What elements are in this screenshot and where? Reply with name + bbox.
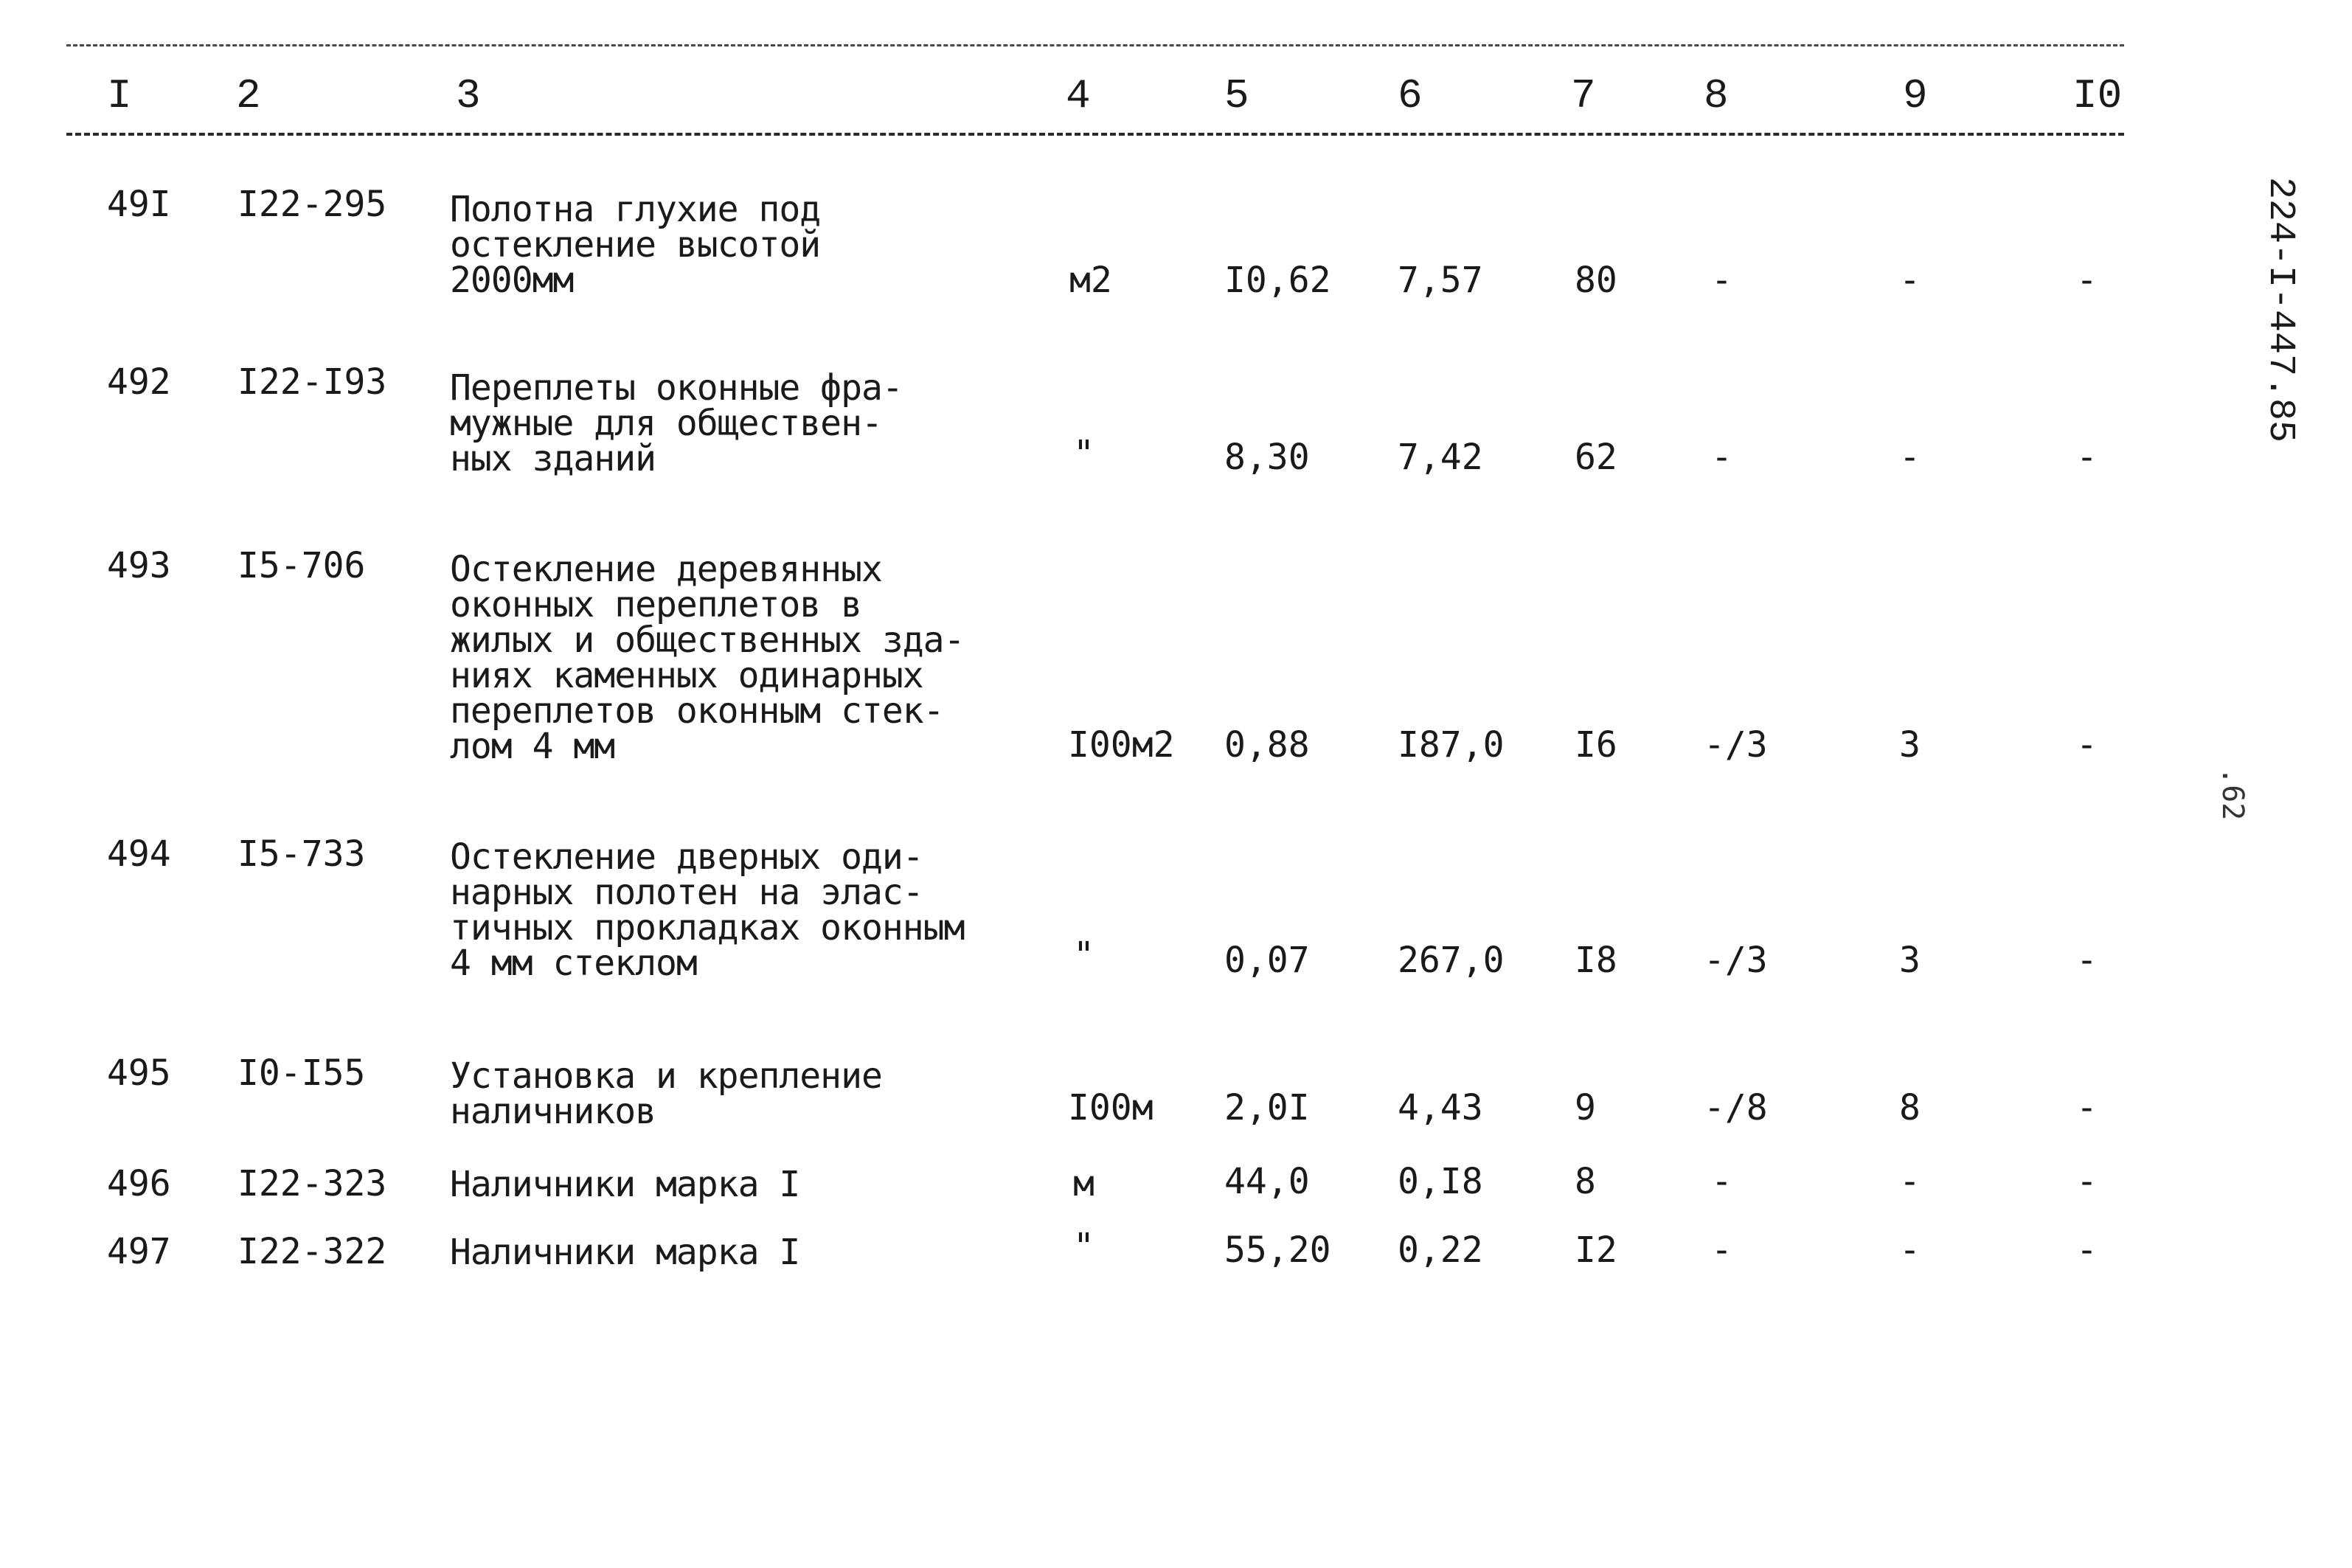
row-col-8: -/8: [1704, 1087, 1768, 1128]
row-col-10: -: [2076, 724, 2098, 766]
row-number: 493: [107, 545, 171, 586]
row-col-7: 80: [1575, 260, 1617, 301]
row-col-10: -: [2076, 1161, 2098, 1202]
row-code: I5-706: [237, 545, 366, 586]
header-col-2: 2: [236, 72, 261, 119]
row-unit: м2: [1069, 260, 1112, 301]
header-rule: [66, 133, 2124, 136]
row-number: 497: [107, 1231, 171, 1272]
row-col-5: 44,0: [1224, 1161, 1310, 1202]
row-col-8: -: [1711, 437, 1732, 478]
row-col-7: 9: [1575, 1087, 1596, 1128]
row-col-8: -: [1711, 1229, 1732, 1271]
row-col-7: 8: [1575, 1161, 1596, 1202]
row-description: Полотна глухие под остекление высотой 2000мм: [450, 189, 821, 301]
row-col-10: -: [2076, 940, 2098, 981]
row-col-10: -: [2076, 260, 2098, 301]
row-unit: ": [1073, 1226, 1095, 1267]
row-col-6: 7,57: [1398, 260, 1483, 301]
row-col-9: -: [1899, 437, 1921, 478]
header-col-6: 6: [1398, 72, 1423, 119]
row-col-6: 0,I8: [1398, 1161, 1483, 1202]
row-col-5: 0,88: [1224, 724, 1310, 766]
row-col-6: 7,42: [1398, 437, 1483, 478]
row-code: I0-I55: [237, 1052, 366, 1094]
row-col-9: 8: [1899, 1087, 1921, 1128]
row-col-5: 55,20: [1224, 1229, 1331, 1271]
row-col-7: I2: [1575, 1229, 1617, 1271]
row-col-7: I8: [1575, 940, 1617, 981]
row-col-5: 0,07: [1224, 940, 1310, 981]
header-col-4: 4: [1066, 72, 1091, 119]
row-col-6: 4,43: [1398, 1087, 1483, 1128]
row-col-10: -: [2076, 437, 2098, 478]
row-code: I22-I93: [237, 361, 387, 403]
row-col-6: 0,22: [1398, 1229, 1483, 1271]
row-col-10: -: [2076, 1087, 2098, 1128]
header-col-3: 3: [456, 72, 481, 119]
page-mark: .62: [2216, 767, 2249, 821]
row-number: 494: [107, 833, 171, 875]
row-unit: I00м: [1068, 1087, 1154, 1128]
header-col-1: I: [107, 72, 132, 119]
row-col-6: 267,0: [1398, 940, 1505, 981]
row-col-5: 8,30: [1224, 437, 1310, 478]
row-unit: м: [1073, 1163, 1095, 1204]
row-col-7: 62: [1575, 437, 1617, 478]
row-col-9: 3: [1899, 940, 1921, 981]
row-col-9: 3: [1899, 724, 1921, 766]
header-col-7: 7: [1571, 72, 1596, 119]
document-code: 224-I-447.85: [2259, 177, 2301, 443]
row-code: I22-322: [237, 1231, 387, 1272]
top-rule: [66, 44, 2124, 46]
row-number: 49I: [107, 184, 171, 225]
row-col-8: -/3: [1704, 940, 1768, 981]
row-description: Переплеты оконные фра- мужные для обществен- ных зданий: [450, 367, 903, 479]
row-col-9: -: [1899, 1229, 1921, 1271]
row-code: I5-733: [237, 833, 366, 875]
row-unit: I00м2: [1068, 724, 1175, 766]
header-col-5: 5: [1224, 72, 1249, 119]
row-col-10: -: [2076, 1229, 2098, 1271]
row-col-6: I87,0: [1398, 724, 1505, 766]
row-description: Наличники марка I: [450, 1232, 800, 1273]
row-col-9: -: [1899, 260, 1921, 301]
row-col-5: 2,0I: [1224, 1087, 1310, 1128]
row-unit: ": [1073, 934, 1095, 976]
row-col-5: I0,62: [1224, 260, 1331, 301]
row-code: I22-323: [237, 1163, 387, 1204]
row-description: Установка и крепление наличников: [450, 1055, 882, 1132]
row-number: 492: [107, 361, 171, 403]
row-description: Остекление дверных оди- нарных полотен на элас- тичных прокладках оконным 4 мм стеклом: [450, 836, 965, 984]
row-description: Остекление деревянных оконных переплетов в жилых и общественных зда- ниях каменных одинарных переплетов оконным стек- лом 4 мм: [450, 549, 965, 767]
row-code: I22-295: [237, 184, 387, 225]
row-col-8: -: [1711, 1161, 1732, 1202]
row-number: 496: [107, 1163, 171, 1204]
row-col-8: -/3: [1704, 724, 1768, 766]
row-unit: ": [1073, 433, 1095, 474]
row-col-7: I6: [1575, 724, 1617, 766]
header-col-8: 8: [1704, 72, 1729, 119]
header-col-9: 9: [1903, 72, 1928, 119]
row-col-8: -: [1711, 260, 1732, 301]
row-number: 495: [107, 1052, 171, 1094]
row-description: Наличники марка I: [450, 1164, 800, 1205]
header-col-10: I0: [2072, 72, 2123, 119]
row-col-9: -: [1899, 1161, 1921, 1202]
